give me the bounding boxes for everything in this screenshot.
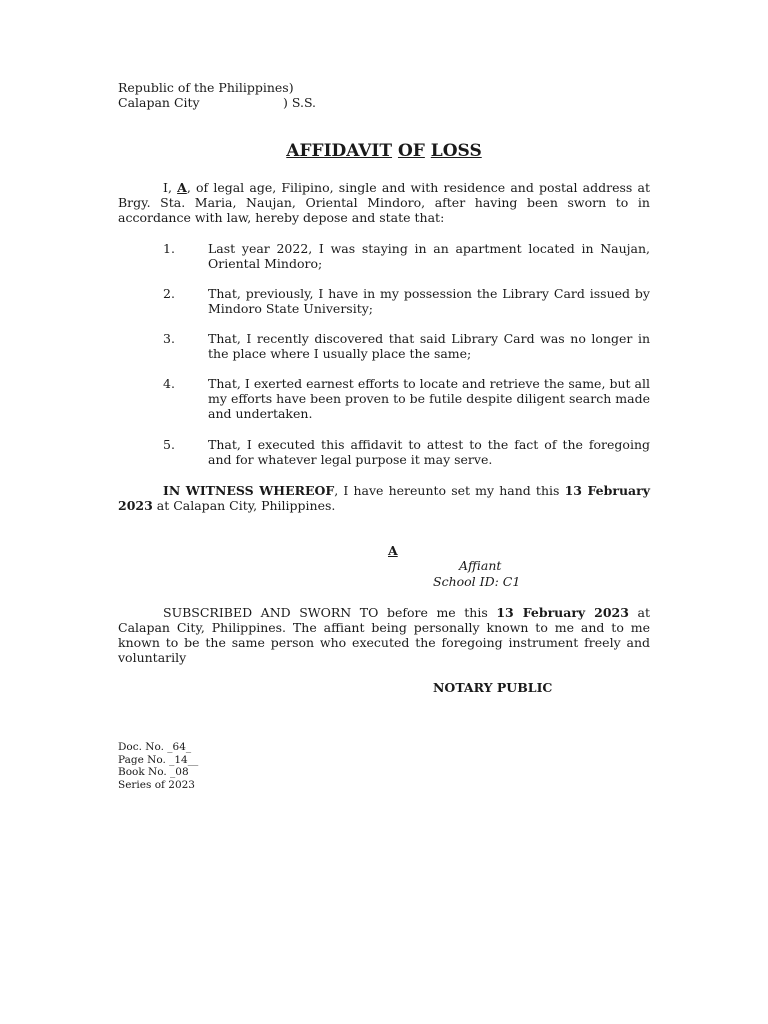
jurat-date: 13 February 2023	[496, 605, 629, 620]
jurat-text-2: at Calapan City, Philippines. The affiant being personally known to me and to me known to be the same person who executed the foregoing instrument freely and voluntarily	[118, 605, 650, 665]
item-number-2: 2.	[163, 286, 175, 301]
jurat-paragraph	[118, 605, 650, 665]
intro-lead: I,	[163, 180, 178, 195]
item-number-3: 3.	[163, 331, 175, 346]
witness-paragraph	[118, 483, 650, 513]
title-word-affidavit: AFFIDAVIT	[286, 141, 393, 161]
doc-number: Doc. No. _64_	[118, 741, 192, 753]
item-text-4: That, I exerted earnest efforts to locate and retrieve the same, but all my efforts have been proven to be futile despite diligent search made and undertaken.	[208, 376, 650, 421]
item-number-5: 5.	[163, 437, 175, 452]
page-number: Page No. _14__	[118, 753, 199, 766]
item-text-1: Last year 2022, I was staying in an apartment located in Naujan, Oriental Mindoro;	[208, 241, 650, 271]
venue-country: Republic of the Philippines)	[118, 80, 294, 95]
venue-ss: ) S.S.	[283, 95, 317, 110]
witness-date: 13 February 2023	[118, 483, 650, 513]
venue-city: Calapan City	[118, 95, 200, 110]
item-text-5: That, I executed this affidavit to attest to the fact of the foregoing and for whatever legal purpose it may serve.	[208, 437, 650, 467]
witness-lead: IN WITNESS WHEREOF	[163, 483, 335, 498]
intro-paragraph	[118, 180, 650, 225]
signature-name: A	[388, 543, 398, 558]
item-number-4: 4.	[163, 376, 175, 391]
jurat-text-1: SUBSCRIBED AND SWORN TO before me this	[163, 605, 497, 620]
document-title	[0, 141, 768, 161]
notary-public-label: NOTARY PUBLIC	[433, 680, 553, 695]
witness-text-2: at Calapan City, Philippines.	[152, 498, 336, 513]
book-number: Book No. _08	[118, 766, 189, 778]
item-text-3: That, I recently discovered that said Library Card was no longer in the place where I usually place the same;	[208, 331, 650, 361]
signature-role: Affiant	[459, 558, 502, 573]
item-number-1: 1.	[163, 241, 175, 256]
series-year: Series of 2023	[118, 778, 195, 791]
venue-block	[118, 80, 317, 110]
title-word-of: OF	[397, 141, 425, 161]
witness-text-1: , I have hereunto set my hand this	[334, 483, 565, 498]
venue-city-line	[118, 95, 317, 110]
affiant-name-inline: A	[177, 180, 187, 195]
item-text-2: That, previously, I have in my possession the Library Card issued by Mindoro State University;	[208, 286, 650, 316]
intro-text: , of legal age, Filipino, single and with residence and postal address at Brgy. Sta. Maria, Naujan, Oriental Mindoro, after having been sworn to in accordance with law, hereby depose and state that:	[118, 180, 650, 225]
title-word-loss: LOSS	[430, 141, 482, 161]
signature-school-id: School ID: C1	[433, 574, 521, 589]
doc-reference-block	[118, 741, 198, 791]
